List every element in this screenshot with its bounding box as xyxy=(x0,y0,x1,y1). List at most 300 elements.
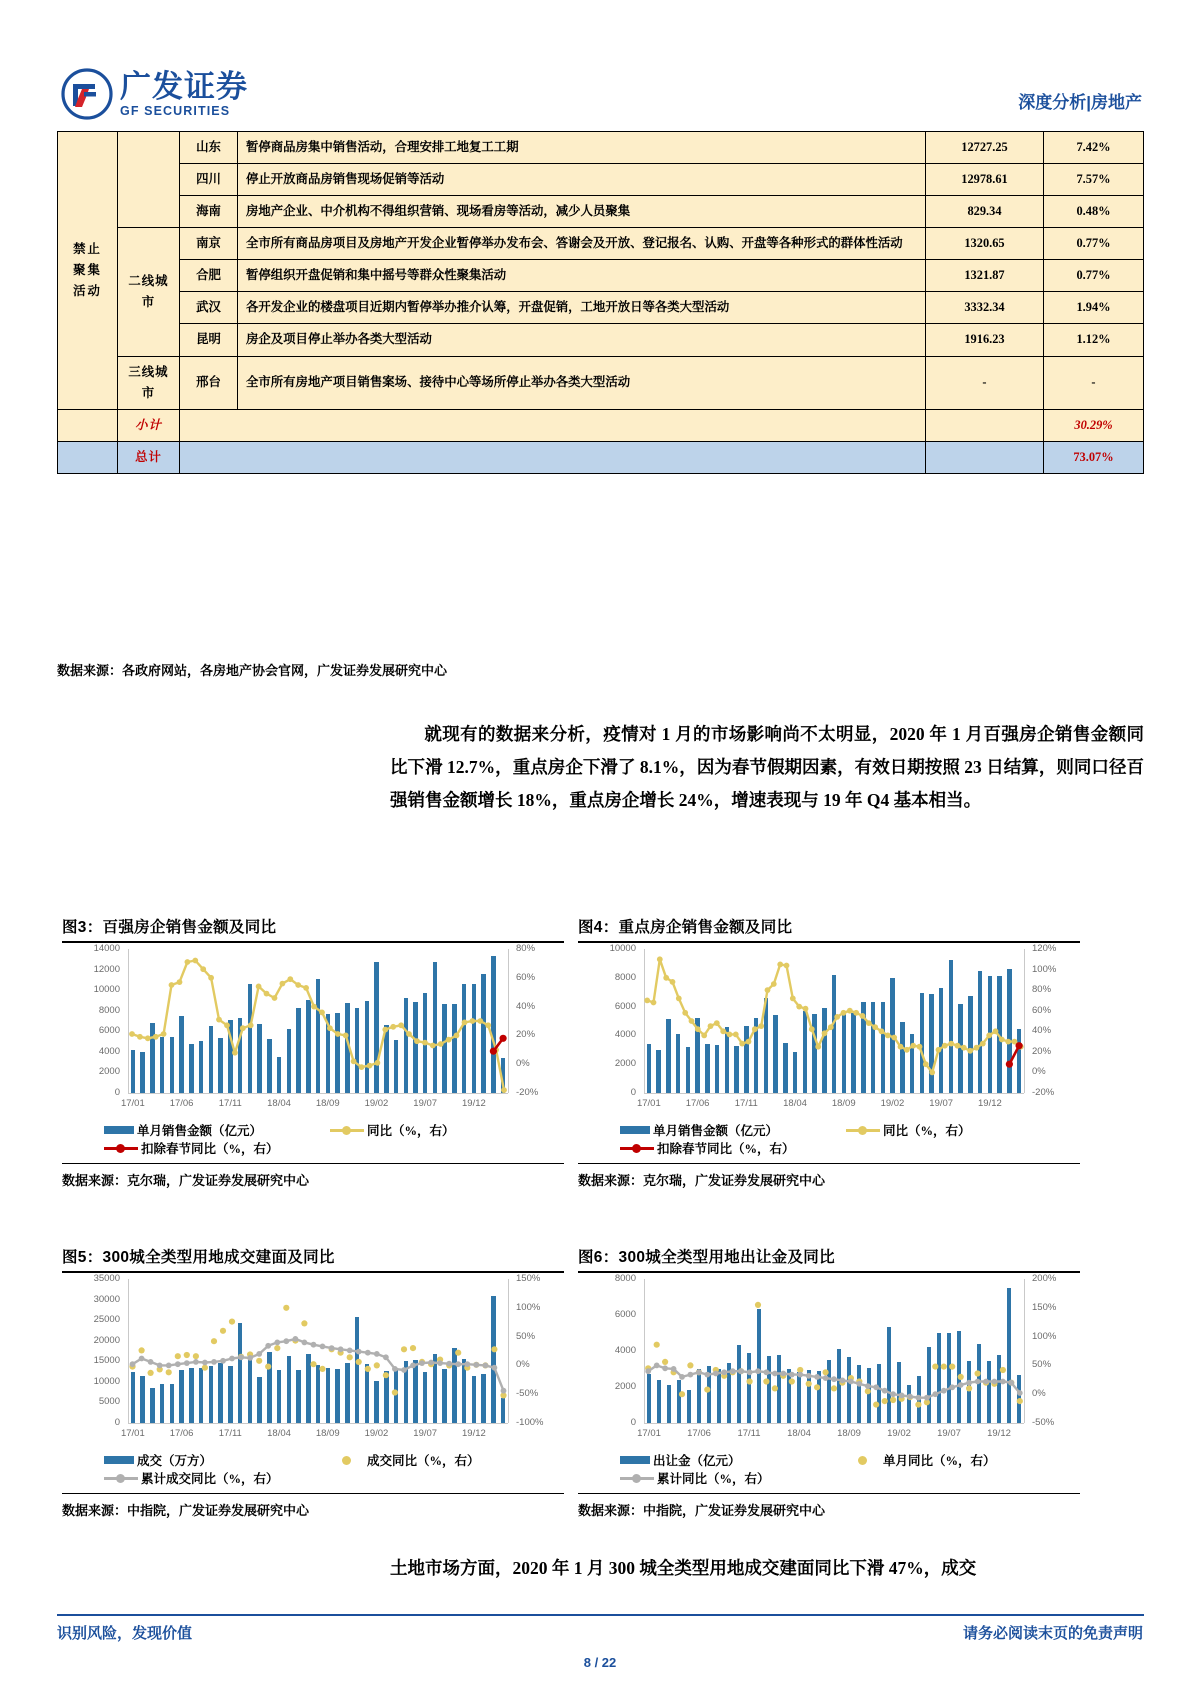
fig4-point xyxy=(670,979,676,985)
fig4-y2tick: 80% xyxy=(1032,984,1052,996)
fig3-legend-item xyxy=(104,1121,262,1139)
fig5-point xyxy=(501,1388,507,1394)
fig3-point xyxy=(343,1033,349,1039)
fig5-y2tick: 150% xyxy=(516,1273,541,1284)
fig4-point xyxy=(834,1014,840,1020)
fig4-xtick: 19/07 xyxy=(929,1098,954,1109)
fig6-point xyxy=(730,1368,736,1374)
fig4-point xyxy=(651,1000,657,1006)
fig6-point xyxy=(755,1302,761,1308)
fig3-point xyxy=(145,1035,151,1041)
fig5-point xyxy=(175,1353,181,1359)
table-row xyxy=(58,356,1144,409)
fig4-xtick: 17/01 xyxy=(636,1098,661,1109)
fig5-point xyxy=(302,1340,308,1346)
fig6-point xyxy=(865,1388,871,1394)
fig6-point xyxy=(814,1384,820,1390)
table-city-cell: 海南 xyxy=(180,196,238,228)
table-total-row xyxy=(58,441,1144,473)
fig3-point xyxy=(161,1031,167,1037)
fig4-point xyxy=(929,1070,935,1076)
fig6-title: 图6：300城全类型用地出让金及同比 xyxy=(578,1249,835,1266)
legend-bar-swatch xyxy=(620,1126,650,1134)
fig4-xtick: 19/02 xyxy=(880,1098,905,1109)
table-source-note: 数据来源：各政府网站，各房地产协会官网，广发证券发展研究中心 xyxy=(57,663,448,678)
fig5-xtick: 17/01 xyxy=(120,1428,145,1439)
fig3-point xyxy=(438,1041,444,1047)
table-row xyxy=(58,324,1144,356)
fig4-point xyxy=(847,1008,853,1014)
legend-bar-swatch xyxy=(104,1456,134,1464)
legend-label: 扣除春节同比（%，右） xyxy=(141,1142,279,1156)
fig5-point xyxy=(473,1362,479,1368)
fig5-point xyxy=(483,1363,489,1369)
fig6-point xyxy=(949,1364,955,1370)
fig4-point xyxy=(708,1023,714,1029)
fig6-point xyxy=(806,1381,812,1387)
fig3-ytick: 14000 xyxy=(93,943,120,954)
fig6-point xyxy=(865,1383,871,1389)
fig4-point xyxy=(695,1026,701,1032)
fig3-point xyxy=(359,1064,365,1070)
fig6-point xyxy=(848,1379,854,1385)
table-desc-cell: 房地产企业、中介机构不得组织营销、现场看房等活动，减少人员聚集 xyxy=(238,196,926,228)
fig4-point xyxy=(974,1045,980,1051)
fig3-point xyxy=(264,991,270,997)
fig3-point xyxy=(351,1058,357,1064)
fig4-legend-item xyxy=(620,1139,795,1157)
fig6-point xyxy=(890,1391,896,1397)
fig5-point xyxy=(365,1350,371,1356)
fig5-point xyxy=(383,1372,389,1378)
fig4-source: 数据来源：克尔瑞，广发证券发展研究中心 xyxy=(578,1173,826,1188)
fig3-point xyxy=(232,1050,238,1056)
fig3-point xyxy=(430,1043,436,1049)
fig6-point xyxy=(772,1371,778,1377)
fig3-point xyxy=(477,1018,483,1024)
fig6-point xyxy=(688,1372,694,1378)
fig5-point xyxy=(419,1360,425,1366)
legend-dot-swatch xyxy=(846,1456,880,1465)
fig4-point xyxy=(1016,1042,1023,1049)
fig6-y2tick: 100% xyxy=(1032,1330,1057,1342)
fig6-point xyxy=(958,1382,964,1388)
fig3-xtick: 19/12 xyxy=(462,1098,486,1109)
fig4-point xyxy=(923,1061,929,1067)
fig5-y2tick: -50% xyxy=(516,1388,539,1400)
fig6-point xyxy=(789,1378,795,1384)
fig4-plot xyxy=(578,943,1080,1121)
fig5-ytick: 35000 xyxy=(93,1273,120,1284)
total-pct-cell: 73.07% xyxy=(1044,441,1144,473)
fig3-y2tick: -20% xyxy=(516,1087,539,1098)
fig5-y2tick: 50% xyxy=(516,1330,536,1342)
fig6-point xyxy=(645,1368,651,1374)
fig3-ytick: 0 xyxy=(114,1087,120,1098)
fig3-y2tick: 80% xyxy=(516,943,536,954)
fig5-point xyxy=(220,1358,226,1364)
table-pct-cell: - xyxy=(1044,356,1144,409)
fig5-point xyxy=(311,1342,317,1348)
fig3-ytick: 2000 xyxy=(98,1066,120,1078)
fig3-y2tick: 40% xyxy=(516,1000,536,1012)
header-category-label: 深度分析|房地产 xyxy=(1018,93,1142,112)
fig4-point xyxy=(961,1045,967,1051)
fig4-y2tick: 120% xyxy=(1032,943,1057,954)
fig5-point xyxy=(256,1358,262,1364)
fig5-point xyxy=(166,1369,172,1375)
table-desc-cell: 全市所有房地产项目销售案场、接待中心等场所停止举办各类大型活动 xyxy=(238,356,926,409)
fig3-point xyxy=(185,959,191,965)
fig4-ytick: 8000 xyxy=(614,971,636,983)
table-amount-cell: 3332.34 xyxy=(926,292,1044,324)
table-tier-cell xyxy=(118,132,180,228)
fig6-point xyxy=(806,1373,812,1379)
fig6-xtick: 17/11 xyxy=(737,1428,761,1439)
fig5-overlay xyxy=(62,1273,564,1449)
fig3-point xyxy=(311,1004,317,1010)
fig4-point xyxy=(815,1044,821,1050)
fig6-point xyxy=(1008,1380,1014,1386)
legend-dot-swatch xyxy=(330,1456,364,1465)
fig3-point xyxy=(382,1027,388,1033)
fig6-plot xyxy=(578,1273,1080,1451)
fig6-point xyxy=(873,1384,879,1390)
legend-label: 出让金（亿元） xyxy=(653,1454,741,1468)
fig5-point xyxy=(283,1305,289,1311)
table-desc-cell: 停止开放商品房销售现场促销等活动 xyxy=(238,164,926,196)
policy-table xyxy=(57,131,1144,474)
fig4-point xyxy=(866,1020,872,1026)
fig5-point xyxy=(410,1345,416,1351)
fig4-point xyxy=(733,1032,739,1038)
fig4-point xyxy=(967,1048,973,1054)
fig6-xtick: 17/01 xyxy=(637,1428,661,1439)
fig4-y2tick: 100% xyxy=(1032,963,1057,975)
table-city-cell: 山东 xyxy=(180,132,238,164)
fig4-point xyxy=(790,996,796,1002)
fig3-point xyxy=(192,958,198,964)
fig5-title: 图5：300城全类型用地成交建面及同比 xyxy=(62,1249,335,1266)
fig4-xtick: 17/11 xyxy=(734,1098,758,1109)
fig4-point xyxy=(910,1043,916,1049)
fig6-xtick: 19/02 xyxy=(887,1428,911,1439)
fig3-point xyxy=(422,1040,428,1046)
fig5-point xyxy=(410,1363,416,1369)
fig5-point xyxy=(437,1360,443,1366)
total-blank-cell xyxy=(58,441,118,473)
fig4-point xyxy=(714,1020,720,1026)
fig3-point xyxy=(454,1033,460,1039)
fig6-point xyxy=(747,1369,753,1375)
total-amount-cell xyxy=(926,441,1044,473)
footer-left-text: 识别风险，发现价值 xyxy=(57,1626,193,1642)
fig6-point xyxy=(696,1369,702,1375)
fig4-point xyxy=(777,962,783,968)
fig6-point xyxy=(1017,1398,1023,1404)
fig5-point xyxy=(392,1389,398,1395)
fig3-legend xyxy=(62,1121,564,1161)
fig3-point xyxy=(485,1022,491,1028)
table-row xyxy=(58,196,1144,228)
fig5-xtick: 19/07 xyxy=(413,1428,438,1439)
subtotal-pct-cell: 30.29% xyxy=(1044,409,1144,441)
fig3-point xyxy=(256,984,262,990)
fig4-ytick: 2000 xyxy=(614,1058,636,1070)
legend-label: 单月销售金额（亿元） xyxy=(653,1124,779,1138)
fig5-ytick: 25000 xyxy=(93,1314,120,1326)
subtotal-amount-cell xyxy=(926,409,1044,441)
fig3-y2tick: 20% xyxy=(516,1029,536,1041)
fig5-xtick: 17/11 xyxy=(218,1428,242,1439)
legend-line-swatch xyxy=(330,1126,364,1135)
fig4-point xyxy=(898,1044,904,1050)
legend-label: 累计成交同比（%，右） xyxy=(141,1472,279,1486)
fig4-legend-item xyxy=(620,1121,778,1139)
logo-mark-icon xyxy=(60,67,114,121)
fig6-point xyxy=(789,1372,795,1378)
fig5-point xyxy=(274,1345,280,1351)
fig4-ytick: 4000 xyxy=(614,1029,636,1041)
fig6-point xyxy=(823,1369,829,1375)
fig5-point xyxy=(229,1319,235,1325)
table-amount-cell: 12727.25 xyxy=(926,132,1044,164)
fig6-point xyxy=(814,1374,820,1380)
fig4-point xyxy=(828,1024,834,1030)
fig4-point xyxy=(701,1033,707,1039)
fig6-point xyxy=(704,1372,710,1378)
table-amount-cell: 1320.65 xyxy=(926,228,1044,260)
legend-bar-swatch xyxy=(620,1456,650,1464)
fig5-point xyxy=(464,1361,470,1367)
fig5-legend-item xyxy=(330,1451,480,1469)
fig3-point xyxy=(500,1035,507,1042)
fig3-ytick: 8000 xyxy=(98,1004,120,1016)
fig6-legend-item xyxy=(620,1451,741,1469)
fig6-y2tick: 200% xyxy=(1032,1273,1057,1284)
fig3-point xyxy=(295,982,301,988)
fig5-ytick: 30000 xyxy=(93,1293,120,1305)
table-city-cell: 四川 xyxy=(180,164,238,196)
legend-label: 同比（%，右） xyxy=(883,1124,971,1138)
fig3-point xyxy=(240,1025,246,1031)
fig4-y2tick: 0% xyxy=(1032,1066,1046,1078)
fig5-point xyxy=(374,1362,380,1368)
fig5-point xyxy=(446,1361,452,1367)
footer-divider xyxy=(57,1614,1144,1616)
logo-english-text: GF SECURITIES xyxy=(120,104,231,118)
fig4-ytick: 6000 xyxy=(614,1000,636,1012)
fig5-point xyxy=(202,1365,208,1371)
fig3-ytick: 4000 xyxy=(98,1045,120,1057)
fig5-legend-item xyxy=(104,1451,212,1469)
fig6-point xyxy=(780,1371,786,1377)
fig4-point xyxy=(1006,1061,1013,1068)
fig5-point xyxy=(265,1343,271,1349)
fig4-point xyxy=(936,1047,942,1053)
fig6-overlay xyxy=(578,1273,1080,1449)
analysis-paragraph xyxy=(390,718,1144,817)
fig4-line xyxy=(647,959,1021,1072)
fig5-point xyxy=(401,1367,407,1373)
fig5-point xyxy=(383,1354,389,1360)
fig4-point xyxy=(841,1010,847,1016)
gf-securities-logo xyxy=(60,67,248,121)
fig4-point xyxy=(986,1033,992,1039)
fig5-point xyxy=(220,1328,226,1334)
fig3-legend-item xyxy=(330,1121,455,1139)
fig3-point xyxy=(224,1022,230,1028)
fig3-point xyxy=(129,1031,135,1037)
fig3-point xyxy=(398,1022,404,1028)
table-row xyxy=(58,260,1144,292)
fig4-point xyxy=(682,1010,688,1016)
page-number: 8 / 22 xyxy=(583,1655,617,1670)
table-subtotal-row xyxy=(58,409,1144,441)
fig5-point xyxy=(320,1344,326,1350)
legend-label: 单月同比（%，右） xyxy=(883,1454,996,1468)
table-category-cell: 禁止聚集活动 xyxy=(58,132,118,410)
table-amount-cell: 1916.23 xyxy=(926,324,1044,356)
fig5-point xyxy=(365,1366,371,1372)
fig3-point xyxy=(319,1010,325,1016)
fig6-point xyxy=(654,1342,660,1348)
fig3-ytick: 6000 xyxy=(98,1025,120,1037)
fig3-point xyxy=(137,1034,143,1040)
fig6-point xyxy=(671,1366,677,1372)
fig5-point xyxy=(338,1346,344,1352)
fig3-point xyxy=(490,1048,497,1055)
table-desc-cell: 房企及项目停止举办各类大型活动 xyxy=(238,324,926,356)
fig5-point xyxy=(356,1349,362,1355)
legend-line-swatch xyxy=(104,1144,138,1153)
fig6-point xyxy=(907,1394,913,1400)
fig6-point xyxy=(747,1378,753,1384)
fig3-point xyxy=(367,1063,373,1069)
table-city-cell: 昆明 xyxy=(180,324,238,356)
logo-wordmark xyxy=(120,70,248,118)
total-desc-cell xyxy=(180,441,926,473)
fig4-y2tick: 20% xyxy=(1032,1045,1052,1057)
fig3-xtick: 17/06 xyxy=(169,1098,194,1109)
fig4-point xyxy=(746,1039,752,1045)
fig5-point xyxy=(157,1363,163,1369)
fig3-point xyxy=(470,1018,476,1024)
fig3-point xyxy=(327,1025,333,1031)
fig6-point xyxy=(932,1364,938,1370)
fig5-point xyxy=(247,1355,253,1361)
fig6-point xyxy=(949,1384,955,1390)
fig6-point xyxy=(823,1375,829,1381)
fig4-xtick: 17/06 xyxy=(685,1098,710,1109)
land-market-paragraph-text: 土地市场方面，2020 年 1 月 300 城全类型用地成交建面同比下滑 47%，成交 xyxy=(390,1558,977,1578)
legend-line-swatch xyxy=(620,1474,654,1483)
fig5-point xyxy=(374,1351,380,1357)
fig4-point xyxy=(758,1023,764,1029)
fig5-point xyxy=(274,1340,280,1346)
fig4-point xyxy=(771,981,777,987)
policy-table-container xyxy=(57,131,1144,474)
legend-label: 扣除春节同比（%，右） xyxy=(657,1142,795,1156)
fig5-ytick: 10000 xyxy=(93,1375,120,1387)
fig3-y2tick: 60% xyxy=(516,971,536,983)
fig5-point xyxy=(256,1351,262,1357)
table-amount-cell: 12978.61 xyxy=(926,164,1044,196)
fig6-point xyxy=(1000,1379,1006,1385)
table-pct-cell: 7.57% xyxy=(1044,164,1144,196)
fig6-point xyxy=(763,1378,769,1384)
table-desc-cell: 暂停组织开盘促销和集中摇号等群众性聚集活动 xyxy=(238,260,926,292)
fig6-ytick: 6000 xyxy=(614,1309,636,1320)
fig6-point xyxy=(983,1379,989,1385)
fig4-point xyxy=(765,987,771,993)
fig6-point xyxy=(958,1374,964,1380)
table-amount-cell: 1321.87 xyxy=(926,260,1044,292)
fig3-point xyxy=(501,1087,507,1093)
legend-line-swatch xyxy=(104,1474,138,1483)
fig4-ytick: 10000 xyxy=(609,943,636,954)
fig5-point xyxy=(130,1361,136,1367)
fig5-ytick: 0 xyxy=(114,1417,120,1428)
fig6-point xyxy=(890,1397,896,1403)
fig6-point xyxy=(899,1393,905,1399)
table-pct-cell: 0.77% xyxy=(1044,260,1144,292)
fig6-point xyxy=(932,1391,938,1397)
fig6-y2tick: 0% xyxy=(1032,1388,1046,1400)
fig4-overlay xyxy=(578,943,1080,1119)
fig6-point xyxy=(831,1385,837,1391)
fig6-point xyxy=(679,1391,685,1397)
fig3-point xyxy=(248,1022,254,1028)
fig4-point xyxy=(752,1026,758,1032)
legend-line-swatch xyxy=(846,1126,880,1135)
fig5-point xyxy=(392,1366,398,1372)
fig5-legend-item xyxy=(104,1469,279,1487)
fig5-point xyxy=(265,1364,271,1370)
fig5-xtick: 17/06 xyxy=(169,1428,194,1439)
fig5-point xyxy=(329,1345,335,1351)
fig6-point xyxy=(738,1368,744,1374)
fig5-plot xyxy=(62,1273,564,1451)
fig3-point xyxy=(406,1031,412,1037)
fig3-xtick: 17/01 xyxy=(120,1098,145,1109)
fig4-point xyxy=(993,1028,999,1034)
fig4-point xyxy=(727,1032,733,1038)
fig6-point xyxy=(704,1387,710,1393)
fig3-xtick: 19/02 xyxy=(364,1098,389,1109)
fig6-point xyxy=(882,1398,888,1404)
fig3-point xyxy=(390,1024,396,1030)
fig3-point xyxy=(216,1017,222,1023)
fig6-point xyxy=(764,1369,770,1375)
fig6-point xyxy=(856,1381,862,1387)
fig5-point xyxy=(238,1354,244,1360)
fig4-point xyxy=(796,1004,802,1010)
fig3-source: 数据来源：克尔瑞，广发证券发展研究中心 xyxy=(62,1173,310,1188)
fig5-point xyxy=(347,1348,353,1354)
fig6-y2tick: -50% xyxy=(1032,1417,1055,1428)
fig4-point xyxy=(948,1041,954,1047)
fig4-point xyxy=(657,956,663,962)
legend-line-swatch xyxy=(620,1144,654,1153)
figure-3-block xyxy=(62,915,564,1189)
fig6-point xyxy=(840,1378,846,1384)
fig4-point xyxy=(739,1041,745,1047)
fig4-y2tick: 60% xyxy=(1032,1004,1052,1016)
fig6-point xyxy=(916,1395,922,1401)
fig4-point xyxy=(942,1043,948,1049)
fig3-point xyxy=(446,1037,452,1043)
